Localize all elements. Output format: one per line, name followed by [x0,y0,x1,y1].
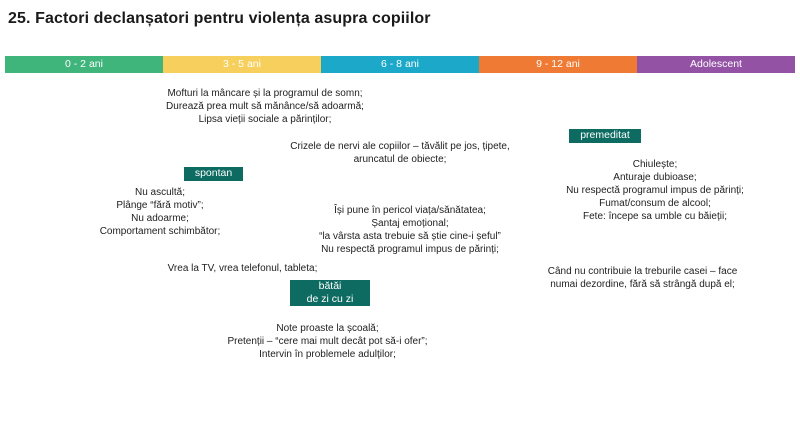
timeline-segment-6-8: 6 - 8 ani [321,56,479,73]
factor-text: Când nu contribuie la treburile casei – face [547,266,738,277]
factors-block-devices [160,262,325,275]
factor-text: Mofturi la mâncare și la programul de somn; [167,88,363,99]
factor-text: Durează prea mult să mănânce/să adoarmă; [166,101,364,112]
badge-premeditat: premeditat [569,129,641,143]
factors-block-school [215,322,440,361]
timeline-segment-0-2: 0 - 2 ani [5,56,163,73]
factor-text: Intervin în problemele adulților; [259,349,396,360]
badge-batai-de-zi-cu-zi [290,280,370,306]
factor-text: Anturaje dubioase; [613,172,697,183]
factor-text: Pretenții – “cere mai mult decât pot să-i ofer”; [227,336,428,347]
factor-text: Nu ascultă; [134,187,186,198]
factors-block-behaviour [80,186,240,238]
badge-line: de zi cu zi [306,293,354,305]
factor-text: Nu adoarme; [131,213,189,224]
factor-text: Crizele de nervi ale copiilor – tăvălit pe jos, țipete, [290,141,510,152]
page-title: 25. Factori declanșatori pentru violența asupra copiilor [8,10,431,27]
factor-text: Își pune în pericol viața/sănătatea; [334,205,486,216]
factors-block-adolescent [550,158,760,223]
factors-block-sleep-eating [140,87,390,126]
timeline-segment-adolescent: Adolescent [637,56,795,73]
factor-text: Plânge “fără motiv”; [116,200,204,211]
factor-text: “la vârsta asta trebuie să știe cine-i șeful” [319,231,501,242]
timeline-segment-3-5: 3 - 5 ani [163,56,321,73]
factor-text: Fumat/consum de alcool; [599,198,711,209]
factors-block-chores [520,265,765,291]
timeline-segment-9-12: 9 - 12 ani [479,56,637,73]
age-timeline [5,56,795,73]
factor-text: Chiulește; [632,159,678,170]
factor-text: Comportament schimbător; [99,226,221,237]
factor-text: aruncatul de obiecte; [353,154,447,165]
factor-text: Nu respectă programul impus de părinți; [321,244,499,255]
badge-spontan: spontan [184,167,243,181]
factors-block-risk [300,204,520,256]
factor-text: Lipsa vieții sociale a părinților; [198,114,332,125]
factor-text: Note proaste la școală; [276,323,379,334]
factor-text: numai dezordine, fără să strângă după el; [550,279,735,290]
factor-text: Fete: începe sa umble cu băieții; [583,211,727,222]
factor-text: Vrea la TV, vrea telefonul, tableta; [167,263,318,274]
factor-text: Șantaj emoțional; [371,218,449,229]
factors-block-tantrums [270,140,530,166]
badge-line: bătăi [318,280,342,292]
factor-text: Nu respectă programul impus de părinți; [566,185,744,196]
